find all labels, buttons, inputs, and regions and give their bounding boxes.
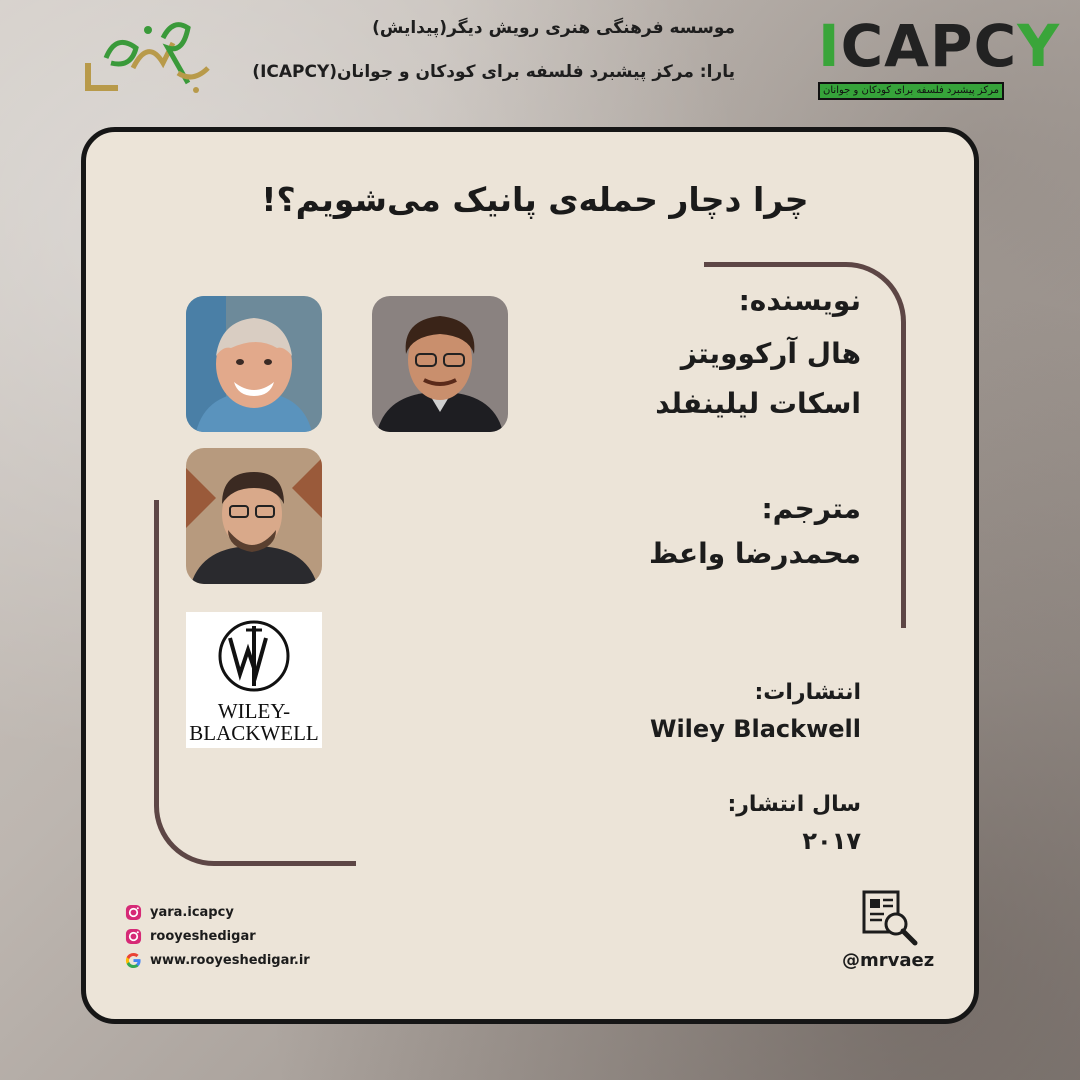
book-info-card: [81, 127, 979, 1024]
calligraphy-logo: [78, 8, 218, 103]
header-center-name: یارا: مرکز پیشبرد فلسفه برای کودکان و جوانان(ICAPCY): [252, 62, 735, 82]
author-2-name: اسکات لیلینفلد: [655, 387, 861, 420]
author-label: نویسنده:: [738, 284, 861, 317]
social-website[interactable]: [125, 952, 310, 969]
publisher-logo-line1: WILEY-: [217, 699, 291, 723]
translator-photo: [186, 448, 322, 584]
social-text: www.rooyeshedigar.ir: [150, 953, 310, 968]
news-search-icon: [862, 890, 920, 948]
icapcy-logo-tagline: مرکز پیشبرد فلسفه برای کودکان و جوانان: [818, 82, 1004, 100]
author-photo-1: [186, 296, 322, 432]
translator-name: محمدرضا واعظ: [648, 537, 861, 570]
icapcy-logo-word: ICAPCY: [818, 12, 1061, 80]
publisher-logo-line2: BLACKWELL: [189, 721, 319, 745]
publisher-name: Wiley Blackwell: [649, 715, 861, 743]
author-handle: @mrvaez: [842, 950, 935, 971]
book-title: چرا دچار حمله‌ی پانیک می‌شویم؟!: [261, 180, 809, 219]
icapcy-logo: [818, 12, 1061, 100]
social-text: rooyeshedigar: [150, 929, 256, 944]
wiley-emblem-icon: [186, 616, 322, 696]
author-photo-2: [372, 296, 508, 432]
translator-label: مترجم:: [761, 492, 861, 525]
publisher-logo: [186, 612, 322, 748]
social-instagram-rooyeshedigar[interactable]: [125, 928, 256, 945]
instagram-icon: [125, 904, 142, 921]
header-org-name: موسسه فرهنگی هنری رویش دیگر(پیدایش): [372, 18, 735, 38]
google-icon: [125, 952, 142, 969]
author-1-name: هال آرکوویتز: [680, 337, 861, 370]
social-text: yara.icapcy: [150, 905, 234, 920]
publisher-label: انتشارات:: [754, 680, 861, 705]
year-value: ۲۰۱۷: [802, 827, 861, 855]
year-label: سال انتشار:: [727, 792, 861, 817]
social-instagram-yara[interactable]: [125, 904, 234, 921]
instagram-icon: [125, 928, 142, 945]
